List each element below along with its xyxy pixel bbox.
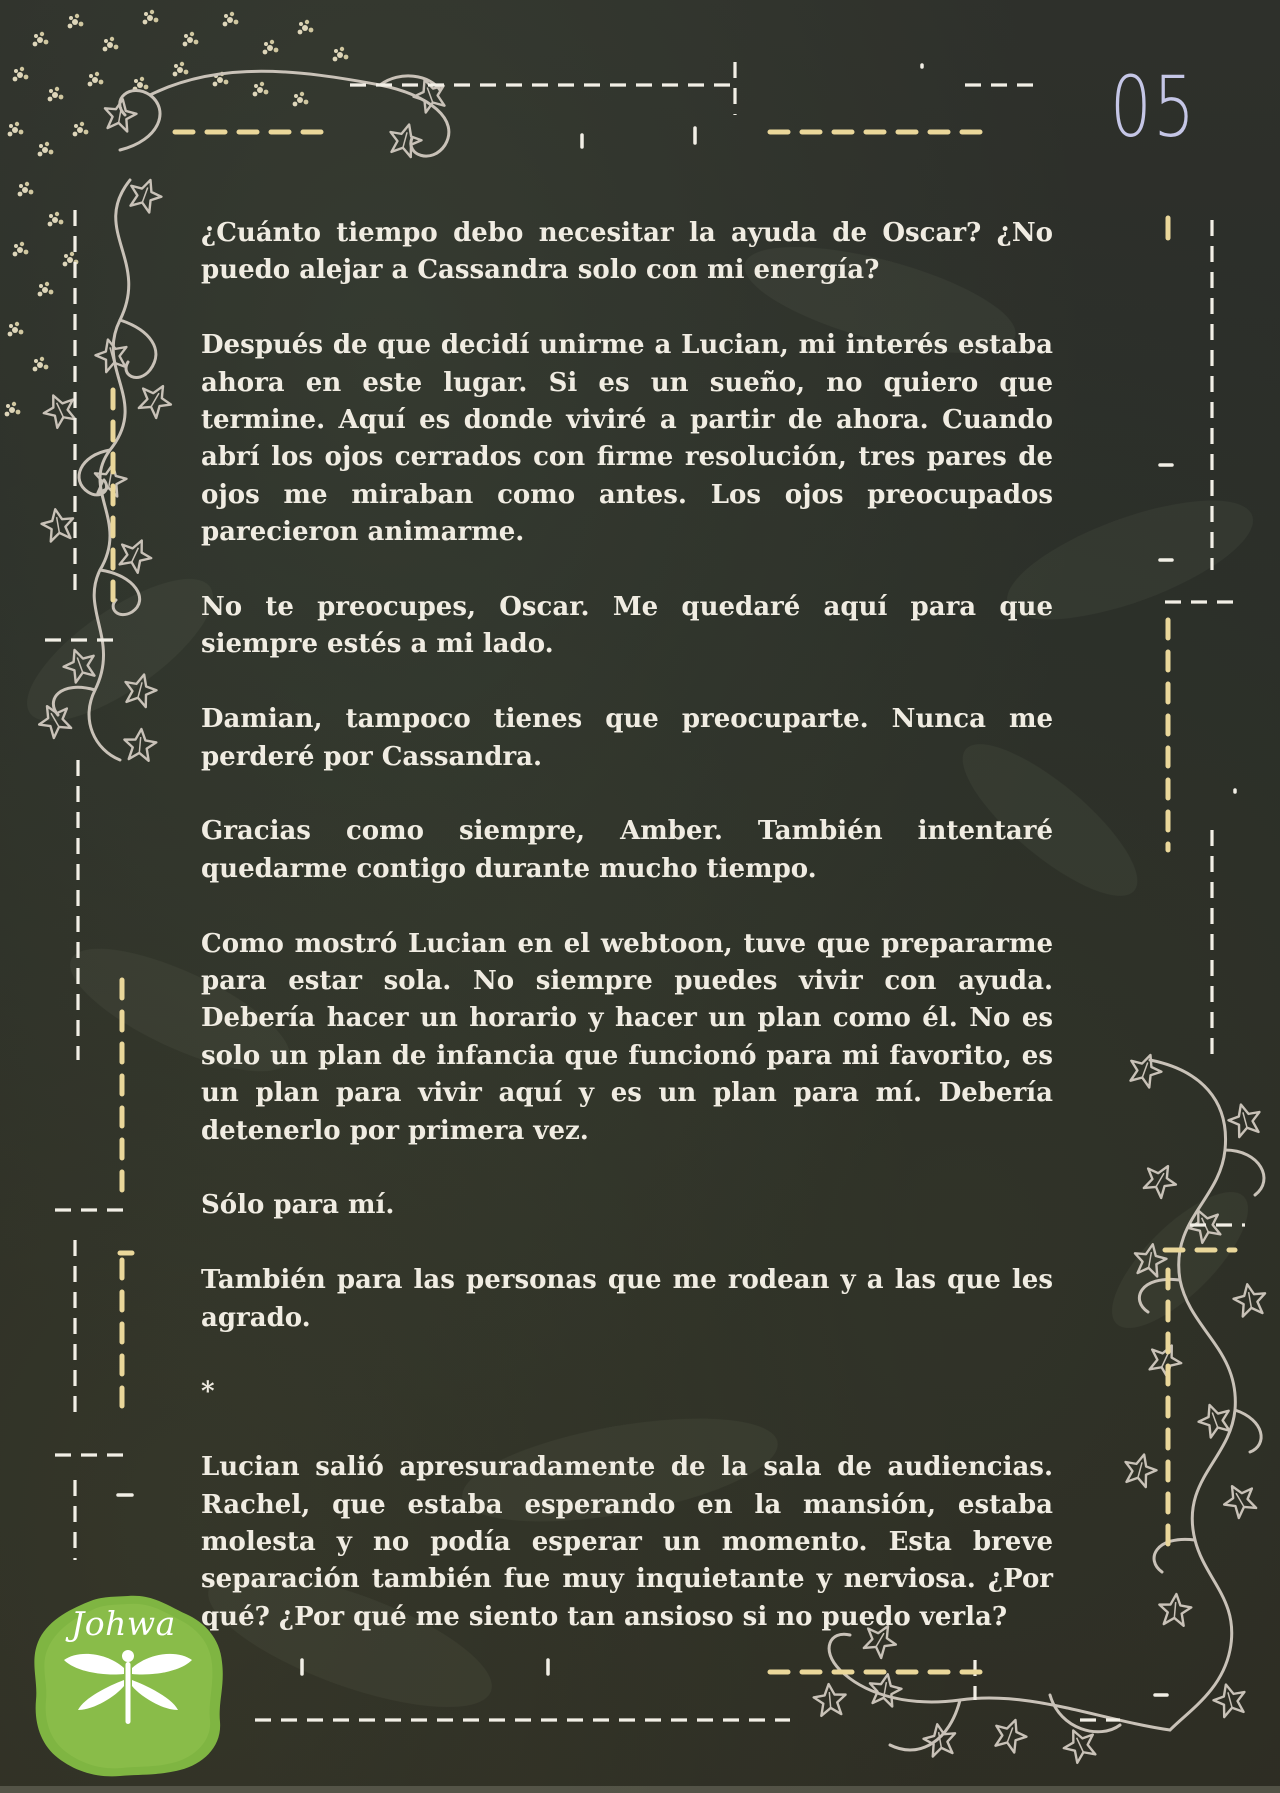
story-text <box>201 215 1053 1674</box>
paragraph: Como mostró Lucian en el webtoon, tuve que prepararme para estar sola. No siempre puedes vivir con ayuda. Debería hacer un horario y hacer un plan como él. No es solo un plan de infancia que funcionó para mi favorito, es un plan para vivir aquí y es un plan para mí. Debería detenerlo por primera vez. <box>201 928 1053 1146</box>
paragraph: ¿Cuánto tiempo debo necesitar la ayuda de Oscar? ¿No puedo alejar a Cassandra solo con mi energía? <box>201 218 1053 286</box>
scene-break: * <box>201 1377 215 1408</box>
paragraph: Lucian salió apresuradamente de la sala de audiencias. Rachel, que estaba esperando en la mansión, estaba molesta y no podía esperar un momento. Esta breve separación también fue muy inquietante y nerviosa. ¿Por qué? ¿Por qué me siento tan ansioso si no puedo verla? <box>201 1452 1053 1632</box>
paragraph: No te preocupes, Oscar. Me quedaré aquí para que siempre estés a mi lado. <box>201 592 1053 660</box>
page-number: 05 <box>1110 58 1197 156</box>
paragraph: Damian, tampoco tienes que preocuparte. Nunca me perderé por Cassandra. <box>201 704 1053 772</box>
paragraph: Después de que decidí unirme a Lucian, mi interés estaba ahora en este lugar. Si es un sueño, no quiero que termine. Aquí es donde viviré a partir de ahora. Cuando abrí los ojos cerrados con firme resolución, tres pares de ojos me miraban como antes. Los ojos preocupados parecieron animarme. <box>201 330 1053 548</box>
badge-label: Johwa <box>71 1604 176 1643</box>
paragraph: Gracias como siempre, Amber. También intentaré quedarme contigo durante mucho tiempo. <box>201 816 1053 884</box>
paragraph: También para las personas que me rodean y a las que les agrado. <box>201 1265 1053 1333</box>
paragraph: Sólo para mí. <box>201 1190 395 1221</box>
